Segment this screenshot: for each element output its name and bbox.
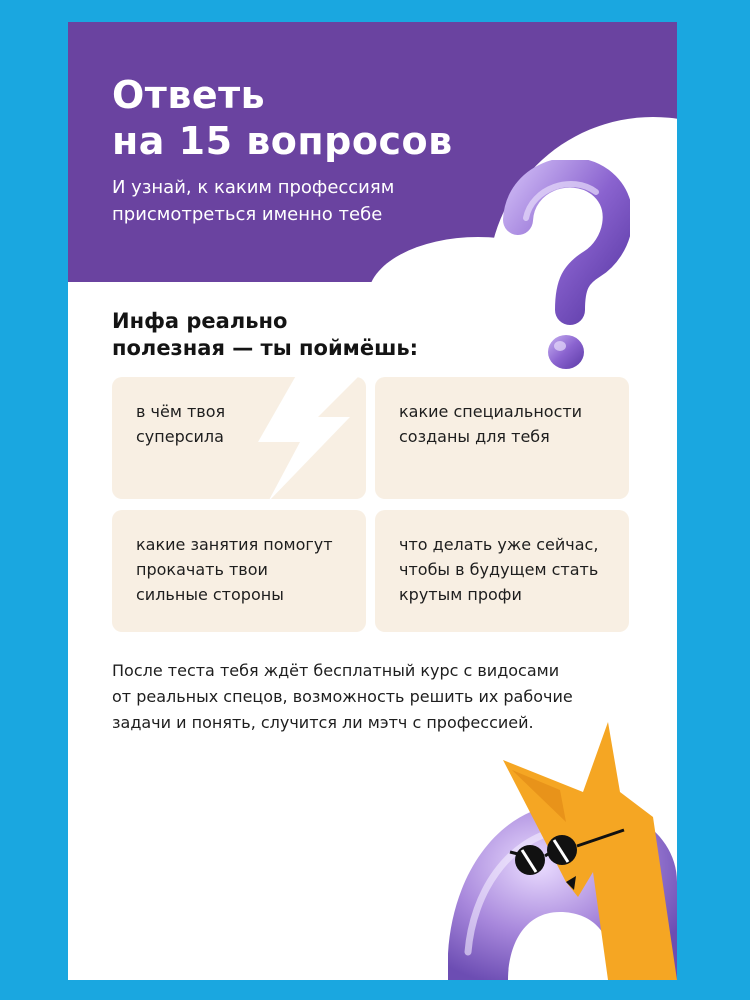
lead-line: Инфа реально: [112, 309, 288, 333]
tile-line: чтобы в будущем стать: [399, 560, 599, 579]
lightning-icon: [238, 372, 368, 502]
title-line: на 15 вопросов: [112, 119, 453, 163]
question-mark-icon: [500, 160, 630, 380]
subtitle-line: И узнай, к каким профессиям: [112, 177, 395, 198]
page-title: [112, 72, 582, 164]
subtitle-line: присмотреться именно тебе: [112, 204, 383, 225]
lead-heading: [112, 308, 492, 362]
tile-line: какие специальности: [399, 402, 583, 421]
tile-line: созданы для тебя: [399, 427, 550, 446]
tile-line: в чём твоя: [136, 402, 226, 421]
tile-activities: [112, 510, 366, 632]
fox-mascot-icon: [448, 722, 677, 980]
after-line: задачи и понять, случится ли мэтч с профессией.: [112, 713, 534, 732]
tile-line: что делать уже сейчас,: [399, 535, 599, 554]
after-line: После теста тебя ждёт бесплатный курс с видосами: [112, 661, 560, 680]
tile-line: крутым профи: [399, 585, 522, 604]
info-card: [68, 22, 677, 980]
tile-line: прокачать твои: [136, 560, 268, 579]
tile-what-to-do: [375, 510, 629, 632]
tile-line: сильные стороны: [136, 585, 284, 604]
after-line: от реальных спецов, возможность решить их рабочие: [112, 687, 573, 706]
tile-line: суперсила: [136, 427, 224, 446]
tile-line: какие занятия помогут: [136, 535, 333, 554]
title-line: Ответь: [112, 73, 266, 117]
lead-line: полезная — ты поймёшь:: [112, 336, 419, 360]
subtitle: [112, 174, 452, 228]
tile-specialities: [375, 377, 629, 499]
